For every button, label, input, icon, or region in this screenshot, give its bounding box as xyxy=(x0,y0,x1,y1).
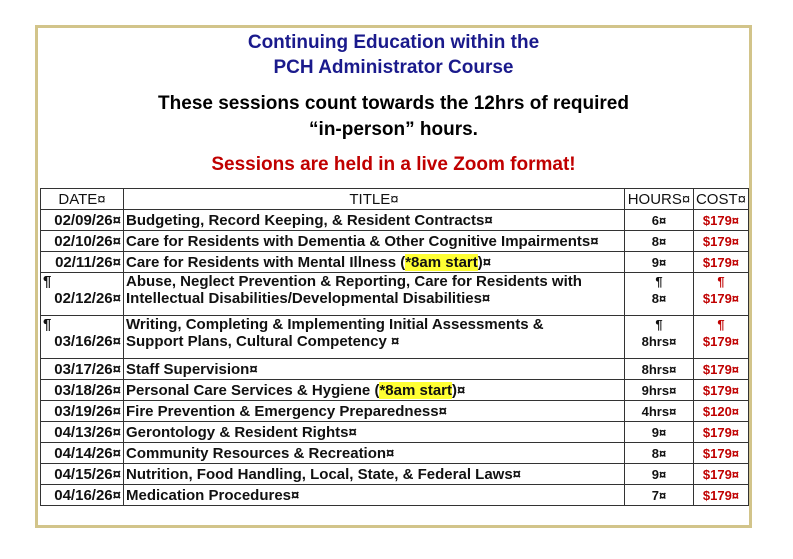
paragraph-mark: ¶ xyxy=(655,317,663,332)
row-hours: 8hrs¤ xyxy=(624,359,693,380)
row-date: 04/14/26¤ xyxy=(41,443,124,464)
row-cost: $120¤ xyxy=(693,401,748,422)
row-date: 03/17/26¤ xyxy=(41,359,124,380)
table-row xyxy=(41,252,749,273)
row-title-line1: Abuse, Neglect Prevention & Reporting, Care for Residents with xyxy=(125,273,582,290)
row-title xyxy=(123,252,624,273)
table-row xyxy=(41,316,749,359)
row-hours: 7¤ xyxy=(624,485,693,506)
row-title: Community Resources & Recreation¤ xyxy=(123,443,624,464)
session-schedule-table xyxy=(40,188,749,506)
row-date: 04/16/26¤ xyxy=(41,485,124,506)
row-date: 02/09/26¤ xyxy=(41,210,124,231)
row-hours: 8¤ xyxy=(624,231,693,252)
row-title: Medication Procedures¤ xyxy=(123,485,624,506)
row-date: 04/13/26¤ xyxy=(41,422,124,443)
row-cost: $179¤ xyxy=(693,359,748,380)
row-title: Staff Supervision¤ xyxy=(123,359,624,380)
table-row xyxy=(41,464,749,485)
header-hours: HOURS¤ xyxy=(624,189,693,210)
row-hours: 6¤ xyxy=(624,210,693,231)
row-title-end: )¤ xyxy=(452,381,466,399)
table-row xyxy=(41,380,749,401)
paragraph-mark: ¶ xyxy=(717,317,725,332)
row-hours: 9¤ xyxy=(624,252,693,273)
row-hours: 9¤ xyxy=(624,422,693,443)
row-date: 03/18/26¤ xyxy=(41,380,124,401)
row-hours: 4hrs¤ xyxy=(624,401,693,422)
row-cost: $179¤ xyxy=(693,380,748,401)
row-cost: $179¤ xyxy=(693,231,748,252)
row-title: Fire Prevention & Emergency Preparedness¤ xyxy=(123,401,624,422)
row-cost-cell xyxy=(693,273,748,316)
start-time-highlight: *8am start xyxy=(405,253,478,271)
row-cost: $179¤ xyxy=(693,485,748,506)
row-cost: $179¤ xyxy=(702,291,740,306)
hours-note-line2: “in-person” hours. xyxy=(309,119,478,140)
row-cost: $179¤ xyxy=(693,252,748,273)
row-hours-cell xyxy=(624,273,693,316)
row-hours: 8¤ xyxy=(651,291,667,306)
row-hours: 9¤ xyxy=(624,464,693,485)
table-row xyxy=(41,443,749,464)
row-date: 03/16/26¤ xyxy=(54,333,121,350)
zoom-format-note: Sessions are held in a live Zoom format! xyxy=(211,154,576,175)
row-title: Care for Residents with Dementia & Other Cognitive Impairments¤ xyxy=(123,231,624,252)
row-title-line2: Support Plans, Cultural Competency ¤ xyxy=(125,333,400,350)
table-header-row xyxy=(41,189,749,210)
row-cost-cell xyxy=(693,316,748,359)
row-cost: $179¤ xyxy=(702,334,740,349)
header-date: DATE¤ xyxy=(41,189,124,210)
row-cost: $179¤ xyxy=(693,464,748,485)
row-title-text: Care for Residents with Mental Illness ( xyxy=(125,253,406,271)
row-hours: 8hrs¤ xyxy=(641,334,677,349)
course-title-line2: PCH Administrator Course xyxy=(273,57,514,78)
course-title-line1: Continuing Education within the xyxy=(247,32,540,53)
paragraph-mark: ¶ xyxy=(43,316,52,333)
row-hours: 8¤ xyxy=(624,443,693,464)
paragraph-mark: ¶ xyxy=(655,274,663,289)
table-row xyxy=(41,422,749,443)
table-row xyxy=(41,273,749,316)
paragraph-mark: ¶ xyxy=(717,274,725,289)
table-row xyxy=(41,210,749,231)
row-title-text: Personal Care Services & Hygiene ( xyxy=(125,381,380,399)
row-title xyxy=(123,380,624,401)
header-title: TITLE¤ xyxy=(123,189,624,210)
row-date-cell xyxy=(41,273,124,316)
row-title-cell xyxy=(123,316,624,359)
row-date: 02/12/26¤ xyxy=(54,290,121,307)
table-row xyxy=(41,401,749,422)
hours-note-line1: These sessions count towards the 12hrs of required xyxy=(158,93,629,114)
row-cost: $179¤ xyxy=(693,422,748,443)
row-date-cell xyxy=(41,316,124,359)
row-title: Budgeting, Record Keeping, & Resident Contracts¤ xyxy=(123,210,624,231)
header-cost: COST¤ xyxy=(693,189,748,210)
row-date: 02/10/26¤ xyxy=(41,231,124,252)
row-title: Nutrition, Food Handling, Local, State, & Federal Laws¤ xyxy=(123,464,624,485)
row-title-line1: Writing, Completing & Implementing Initial Assessments & xyxy=(125,316,544,333)
row-hours: 9hrs¤ xyxy=(624,380,693,401)
paragraph-mark: ¶ xyxy=(43,273,52,290)
row-title-line2: Intellectual Disabilities/Developmental Disabilities¤ xyxy=(125,290,491,307)
table-row xyxy=(41,485,749,506)
document-frame xyxy=(35,25,752,528)
start-time-highlight: *8am start xyxy=(379,381,452,399)
row-date: 02/11/26¤ xyxy=(41,252,124,273)
row-cost: $179¤ xyxy=(693,443,748,464)
row-cost: $179¤ xyxy=(693,210,748,231)
table-row xyxy=(41,231,749,252)
row-hours-cell xyxy=(624,316,693,359)
row-title-end: )¤ xyxy=(477,253,492,271)
row-title-cell xyxy=(123,273,624,316)
row-date: 03/19/26¤ xyxy=(41,401,124,422)
table-row xyxy=(41,359,749,380)
row-date: 04/15/26¤ xyxy=(41,464,124,485)
row-title: Gerontology & Resident Rights¤ xyxy=(123,422,624,443)
